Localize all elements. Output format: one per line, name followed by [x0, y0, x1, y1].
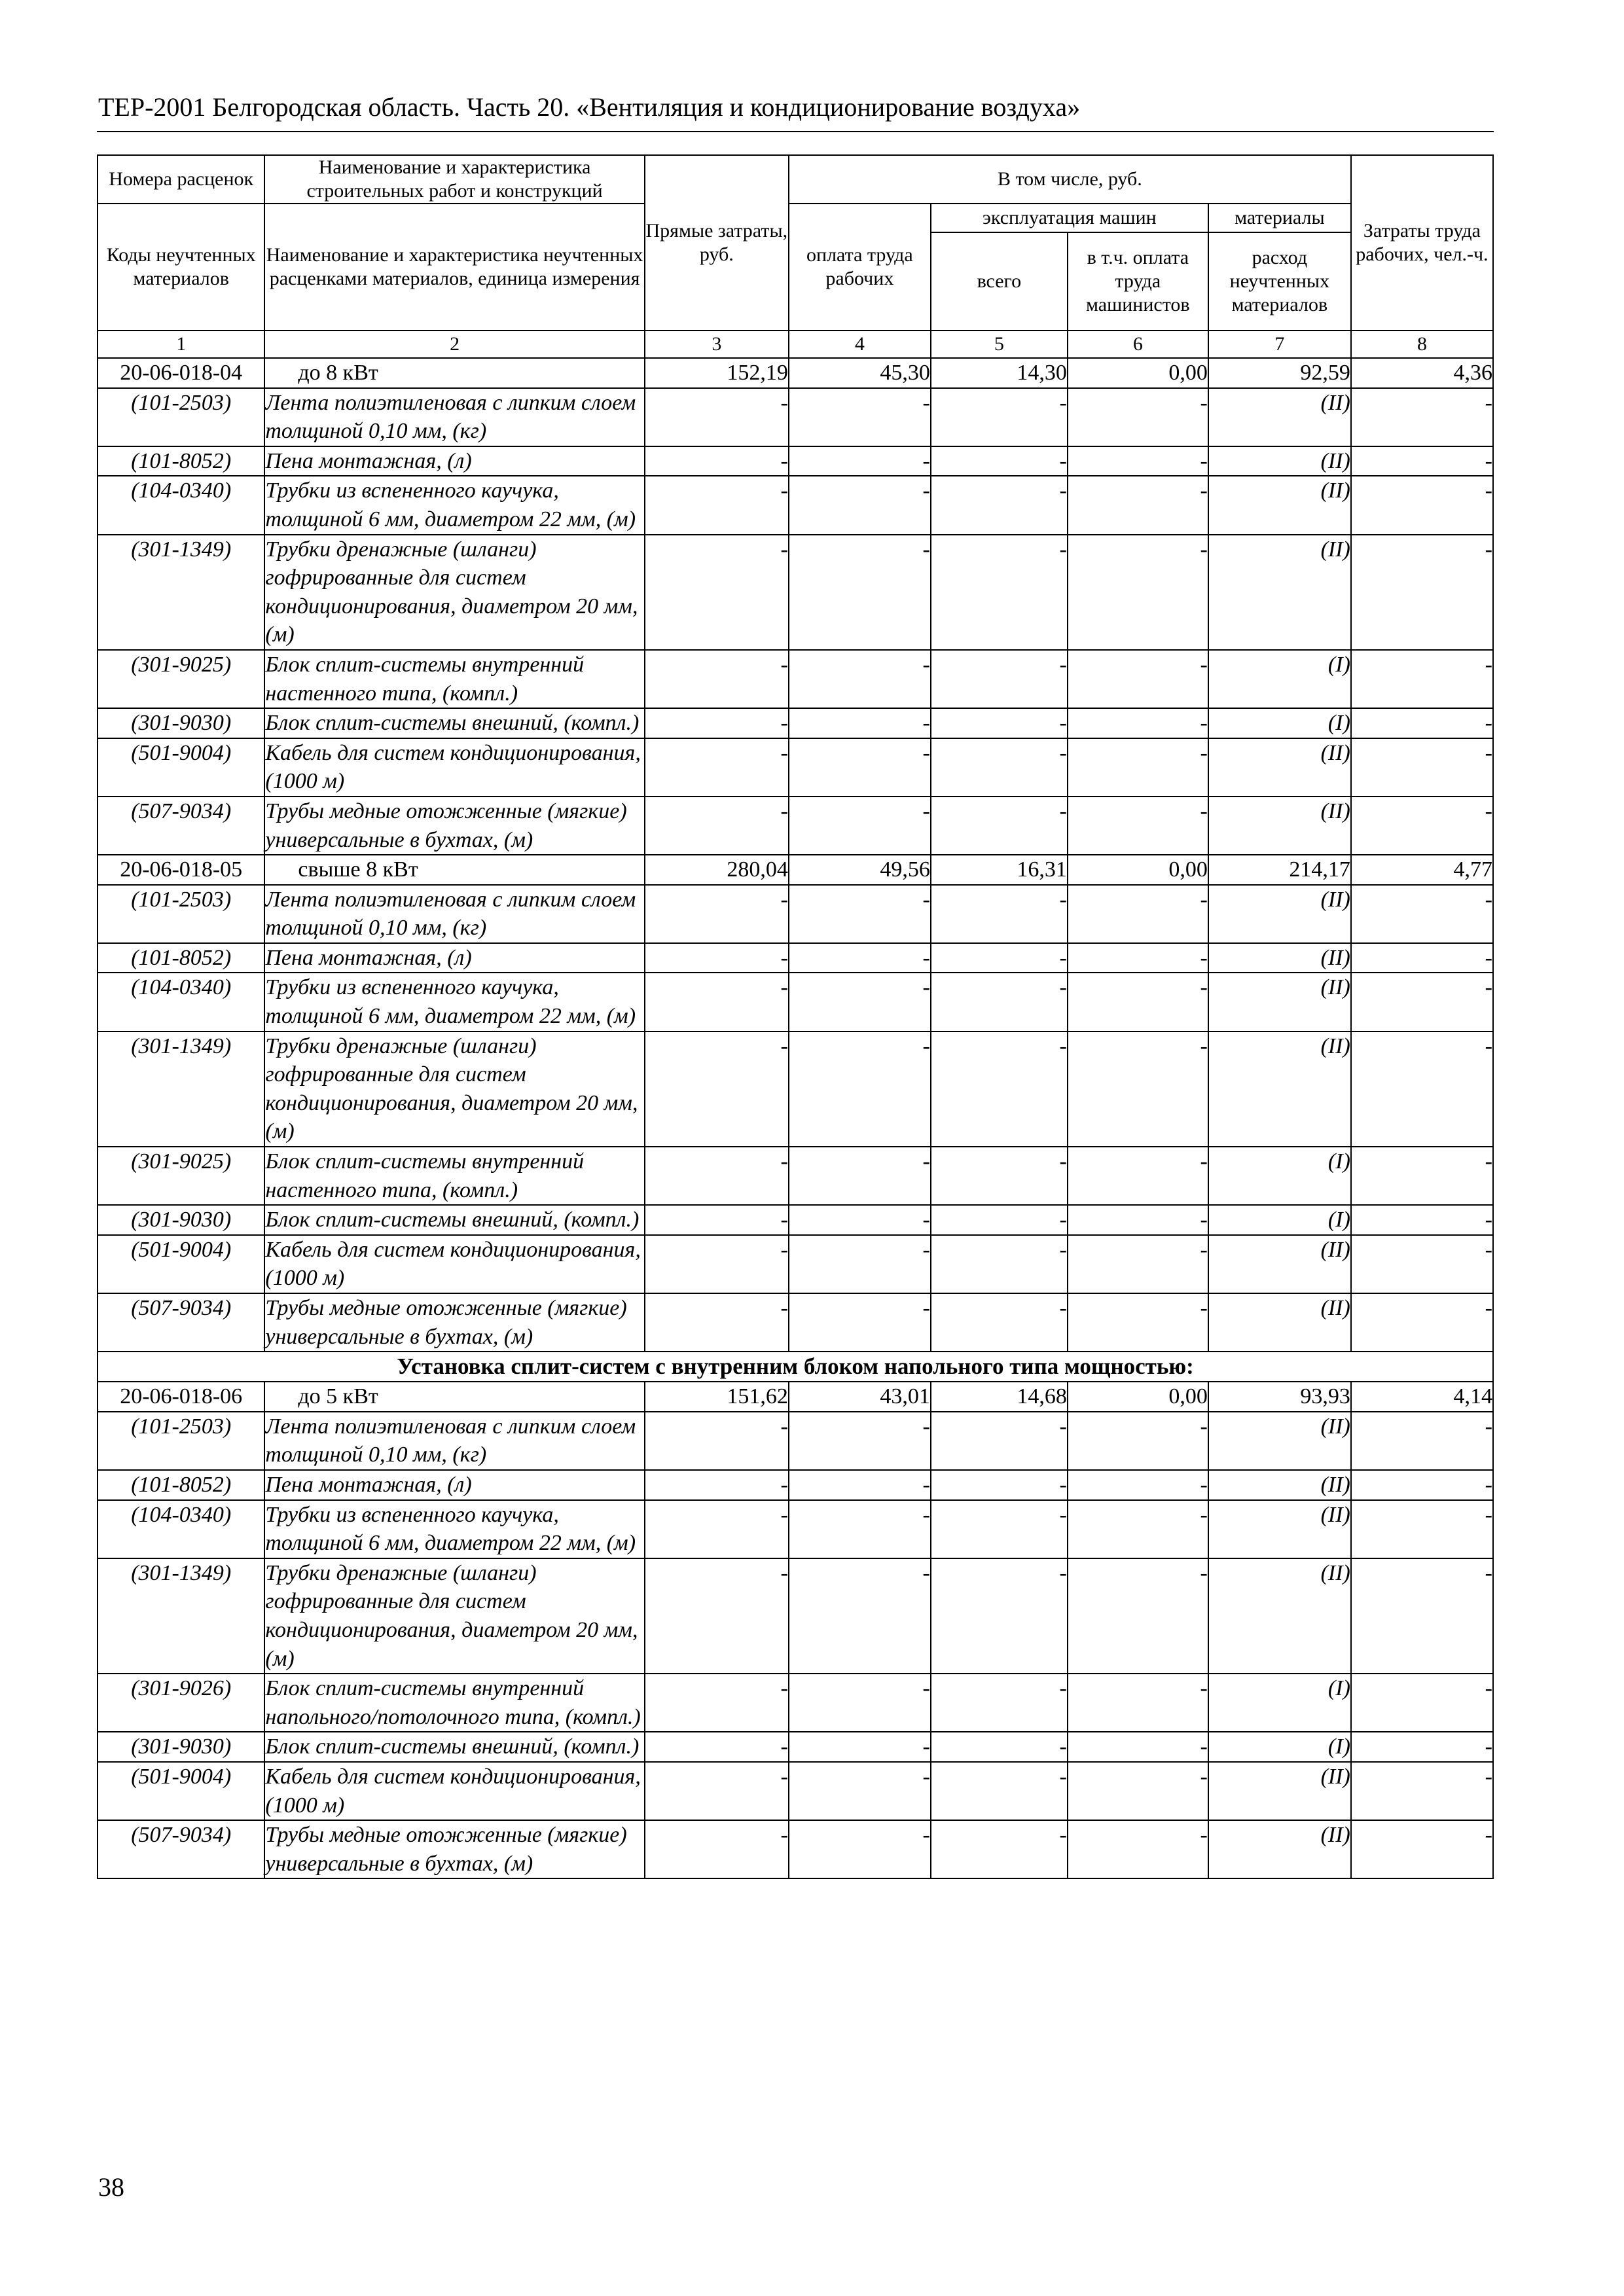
material-materials-cost: (II) [1208, 446, 1351, 476]
labor-hours: 4,77 [1351, 855, 1493, 885]
material-rate-code: (301-9025) [98, 1147, 264, 1205]
material-machinist-pay: - [1068, 476, 1208, 534]
rate-code: 20-06-018-04 [98, 358, 264, 388]
rate-row [98, 855, 1493, 885]
material-labor-hours: - [1351, 388, 1493, 446]
material-direct-costs: - [645, 650, 789, 708]
material-row [98, 1820, 1493, 1878]
material-labor-hours: - [1351, 476, 1493, 534]
material-row [98, 1500, 1493, 1558]
material-rate-code: (301-1349) [98, 535, 264, 650]
material-rate-name: Лента полиэтиленовая с липким слоем толщиной 0,10 мм, (кг) [264, 885, 644, 943]
material-labor-hours: - [1351, 1147, 1493, 1205]
material-row [98, 1235, 1493, 1293]
material-direct-costs: - [645, 1235, 789, 1293]
machinist-pay: 0,00 [1068, 358, 1208, 388]
header-direct-costs: Прямые затраты, руб. [645, 155, 789, 331]
material-row [98, 943, 1493, 973]
worker-pay: 45,30 [789, 358, 931, 388]
material-worker-pay: - [789, 797, 931, 855]
material-rate-code: (507-9034) [98, 797, 264, 855]
material-rate-code: (301-9025) [98, 650, 264, 708]
material-materials-cost: (I) [1208, 1147, 1351, 1205]
material-worker-pay: - [789, 650, 931, 708]
material-rate-code: (101-8052) [98, 1470, 264, 1500]
material-row [98, 1205, 1493, 1235]
material-direct-costs: - [645, 1147, 789, 1205]
material-direct-costs: - [645, 476, 789, 534]
material-row [98, 535, 1493, 650]
material-rate-name: Трубки дренажные (шланги) гофрированные для систем кондиционирования, диаметром 20 мм, (м) [264, 535, 644, 650]
material-row [98, 1412, 1493, 1470]
material-machinist-pay: - [1068, 1205, 1208, 1235]
material-machines-total: - [931, 943, 1068, 973]
rate-code: 20-06-018-06 [98, 1382, 264, 1412]
material-materials-cost: (II) [1208, 1500, 1351, 1558]
material-direct-costs: - [645, 1293, 789, 1352]
material-rate-code: (301-9030) [98, 1732, 264, 1762]
direct-costs: 152,19 [645, 358, 789, 388]
material-rate-code: (507-9034) [98, 1293, 264, 1352]
material-rate-name: Трубки дренажные (шланги) гофрированные для систем кондиционирования, диаметром 20 мм, (м) [264, 1558, 644, 1674]
material-rate-name: Трубки из вспененного каучука, толщиной 6 мм, диаметром 22 мм, (м) [264, 973, 644, 1031]
material-row [98, 1732, 1493, 1762]
machines-total: 16,31 [931, 855, 1068, 885]
material-materials-cost: (II) [1208, 797, 1351, 855]
material-direct-costs: - [645, 973, 789, 1031]
material-machinist-pay: - [1068, 1732, 1208, 1762]
material-rate-code: (501-9004) [98, 1762, 264, 1820]
material-row [98, 738, 1493, 797]
material-labor-hours: - [1351, 1732, 1493, 1762]
material-direct-costs: - [645, 1820, 789, 1878]
running-header: ТЕР-2001 Белгородская область. Часть 20. «Вентиляция и кондиционирование воздуха» [98, 92, 1081, 122]
material-rate-code: (101-8052) [98, 446, 264, 476]
column-number: 6 [1068, 331, 1208, 358]
material-rate-name: Трубы медные отожженные (мягкие) универсальные в бухтах, (м) [264, 797, 644, 855]
material-rate-name: Трубы медные отожженные (мягкие) универсальные в бухтах, (м) [264, 1293, 644, 1352]
material-row [98, 1674, 1493, 1732]
material-machinist-pay: - [1068, 446, 1208, 476]
material-direct-costs: - [645, 1674, 789, 1732]
material-labor-hours: - [1351, 1293, 1493, 1352]
material-row [98, 446, 1493, 476]
material-worker-pay: - [789, 1031, 931, 1147]
material-machinist-pay: - [1068, 1470, 1208, 1500]
material-materials-cost: (II) [1208, 1031, 1351, 1147]
material-row [98, 1558, 1493, 1674]
material-worker-pay: - [789, 446, 931, 476]
material-worker-pay: - [789, 1147, 931, 1205]
material-machines-total: - [931, 973, 1068, 1031]
material-worker-pay: - [789, 1235, 931, 1293]
material-machines-total: - [931, 1732, 1068, 1762]
material-machinist-pay: - [1068, 1558, 1208, 1674]
material-rate-name: Блок сплит-системы внешний, (компл.) [264, 708, 644, 738]
material-materials-cost: (II) [1208, 1412, 1351, 1470]
material-direct-costs: - [645, 1412, 789, 1470]
material-rate-name: Трубки из вспененного каучука, толщиной 6 мм, диаметром 22 мм, (м) [264, 1500, 644, 1558]
rate-name: до 8 кВт [264, 358, 644, 388]
material-machinist-pay: - [1068, 708, 1208, 738]
material-rate-name: Пена монтажная, (л) [264, 1470, 644, 1500]
material-machines-total: - [931, 1470, 1068, 1500]
material-materials-cost: (I) [1208, 1674, 1351, 1732]
material-materials-cost: (II) [1208, 738, 1351, 797]
material-rate-name: Кабель для систем кондиционирования, (1000 м) [264, 1762, 644, 1820]
material-worker-pay: - [789, 708, 931, 738]
labor-hours: 4,14 [1351, 1382, 1493, 1412]
material-machinist-pay: - [1068, 1762, 1208, 1820]
material-rate-code: (301-9030) [98, 1205, 264, 1235]
material-direct-costs: - [645, 885, 789, 943]
material-rate-name: Лента полиэтиленовая с липким слоем толщиной 0,10 мм, (кг) [264, 388, 644, 446]
material-machines-total: - [931, 738, 1068, 797]
column-numbers-row [98, 331, 1493, 358]
material-machinist-pay: - [1068, 738, 1208, 797]
material-rate-name: Кабель для систем кондиционирования, (1000 м) [264, 1235, 644, 1293]
material-machines-total: - [931, 1412, 1068, 1470]
machinist-pay: 0,00 [1068, 855, 1208, 885]
material-rate-name: Лента полиэтиленовая с липким слоем толщиной 0,10 мм, (кг) [264, 1412, 644, 1470]
material-machinist-pay: - [1068, 1500, 1208, 1558]
material-direct-costs: - [645, 1732, 789, 1762]
material-materials-cost: (II) [1208, 388, 1351, 446]
material-machines-total: - [931, 650, 1068, 708]
material-machinist-pay: - [1068, 1031, 1208, 1147]
material-machines-total: - [931, 885, 1068, 943]
header-unaccounted-materials: расход неучтенных материалов [1208, 232, 1351, 331]
material-rate-name: Пена монтажная, (л) [264, 943, 644, 973]
material-materials-cost: (II) [1208, 1558, 1351, 1674]
column-number: 8 [1351, 331, 1493, 358]
material-worker-pay: - [789, 1674, 931, 1732]
material-direct-costs: - [645, 1558, 789, 1674]
material-rate-name: Трубы медные отожженные (мягкие) универсальные в бухтах, (м) [264, 1820, 644, 1878]
material-row [98, 1031, 1493, 1147]
column-number: 2 [264, 331, 644, 358]
header-material-codes: Коды неучтенных материалов [98, 204, 264, 331]
material-labor-hours: - [1351, 1470, 1493, 1500]
material-worker-pay: - [789, 973, 931, 1031]
material-materials-cost: (II) [1208, 1470, 1351, 1500]
materials-cost: 214,17 [1208, 855, 1351, 885]
material-worker-pay: - [789, 1820, 931, 1878]
header-rule [97, 131, 1494, 132]
material-machines-total: - [931, 535, 1068, 650]
material-labor-hours: - [1351, 535, 1493, 650]
header-material-name: Наименование и характеристика неучтенных расценками материалов, единица измерения [264, 204, 644, 331]
material-machines-total: - [931, 1205, 1068, 1235]
material-labor-hours: - [1351, 797, 1493, 855]
material-machines-total: - [931, 1820, 1068, 1878]
worker-pay: 43,01 [789, 1382, 931, 1412]
material-row [98, 708, 1493, 738]
material-worker-pay: - [789, 1470, 931, 1500]
direct-costs: 280,04 [645, 855, 789, 885]
material-machinist-pay: - [1068, 1674, 1208, 1732]
material-worker-pay: - [789, 388, 931, 446]
column-number: 5 [931, 331, 1068, 358]
rate-code: 20-06-018-05 [98, 855, 264, 885]
material-row [98, 1470, 1493, 1500]
material-materials-cost: (II) [1208, 973, 1351, 1031]
header-work-name: Наименование и характеристика строительных работ и конструкций [264, 155, 644, 204]
header-materials: материалы [1208, 204, 1351, 232]
material-materials-cost: (II) [1208, 943, 1351, 973]
materials-cost: 93,93 [1208, 1382, 1351, 1412]
material-worker-pay: - [789, 1762, 931, 1820]
material-direct-costs: - [645, 388, 789, 446]
header-machines-total: всего [931, 232, 1068, 331]
column-number: 4 [789, 331, 931, 358]
machines-total: 14,30 [931, 358, 1068, 388]
material-labor-hours: - [1351, 650, 1493, 708]
material-machinist-pay: - [1068, 943, 1208, 973]
material-materials-cost: (II) [1208, 476, 1351, 534]
material-labor-hours: - [1351, 738, 1493, 797]
material-materials-cost: (II) [1208, 1762, 1351, 1820]
material-rate-name: Блок сплит-системы внутренний напольного/потолочного типа, (компл.) [264, 1674, 644, 1732]
material-rate-name: Блок сплит-системы внешний, (компл.) [264, 1205, 644, 1235]
material-rate-code: (501-9004) [98, 738, 264, 797]
materials-cost: 92,59 [1208, 358, 1351, 388]
material-machines-total: - [931, 388, 1068, 446]
material-machinist-pay: - [1068, 388, 1208, 446]
material-machines-total: - [931, 1500, 1068, 1558]
material-machines-total: - [931, 1031, 1068, 1147]
material-materials-cost: (II) [1208, 535, 1351, 650]
rate-name: свыше 8 кВт [264, 855, 644, 885]
material-labor-hours: - [1351, 1412, 1493, 1470]
material-direct-costs: - [645, 1205, 789, 1235]
material-labor-hours: - [1351, 943, 1493, 973]
machines-total: 14,68 [931, 1382, 1068, 1412]
material-labor-hours: - [1351, 1674, 1493, 1732]
material-worker-pay: - [789, 1205, 931, 1235]
material-worker-pay: - [789, 1500, 931, 1558]
material-worker-pay: - [789, 738, 931, 797]
material-labor-hours: - [1351, 708, 1493, 738]
material-machinist-pay: - [1068, 885, 1208, 943]
table-body [98, 358, 1493, 1878]
material-row [98, 1293, 1493, 1352]
material-direct-costs: - [645, 797, 789, 855]
material-rate-code: (301-1349) [98, 1558, 264, 1674]
material-rate-code: (507-9034) [98, 1820, 264, 1878]
material-rate-code: (101-2503) [98, 388, 264, 446]
section-heading-row [98, 1352, 1493, 1382]
header-machinist-pay: в т.ч. оплата труда машинистов [1068, 232, 1208, 331]
section-heading: Установка сплит-систем с внутренним блоком напольного типа мощностью: [98, 1352, 1493, 1382]
material-worker-pay: - [789, 1732, 931, 1762]
material-direct-costs: - [645, 1031, 789, 1147]
material-machines-total: - [931, 1762, 1068, 1820]
material-row [98, 797, 1493, 855]
rate-row [98, 358, 1493, 388]
header-labor-hours: Затраты труда рабочих, чел.-ч. [1351, 155, 1493, 331]
material-rate-code: (101-2503) [98, 1412, 264, 1470]
material-direct-costs: - [645, 1500, 789, 1558]
material-rate-name: Кабель для систем кондиционирования, (1000 м) [264, 738, 644, 797]
material-direct-costs: - [645, 1470, 789, 1500]
material-machinist-pay: - [1068, 973, 1208, 1031]
column-number: 3 [645, 331, 789, 358]
material-rate-code: (301-1349) [98, 1031, 264, 1147]
material-row [98, 885, 1493, 943]
material-direct-costs: - [645, 708, 789, 738]
material-machinist-pay: - [1068, 1293, 1208, 1352]
material-worker-pay: - [789, 885, 931, 943]
material-machines-total: - [931, 446, 1068, 476]
material-direct-costs: - [645, 1762, 789, 1820]
material-machines-total: - [931, 1674, 1068, 1732]
material-rate-code: (104-0340) [98, 1500, 264, 1558]
material-rate-code: (101-2503) [98, 885, 264, 943]
material-row [98, 650, 1493, 708]
material-materials-cost: (II) [1208, 885, 1351, 943]
column-number: 1 [98, 331, 264, 358]
material-direct-costs: - [645, 738, 789, 797]
material-materials-cost: (I) [1208, 650, 1351, 708]
rates-table [97, 154, 1494, 1879]
material-machines-total: - [931, 476, 1068, 534]
material-worker-pay: - [789, 535, 931, 650]
material-direct-costs: - [645, 446, 789, 476]
material-machines-total: - [931, 1558, 1068, 1674]
material-rate-name: Блок сплит-системы внешний, (компл.) [264, 1732, 644, 1762]
material-machinist-pay: - [1068, 1412, 1208, 1470]
material-row [98, 388, 1493, 446]
material-materials-cost: (II) [1208, 1293, 1351, 1352]
material-worker-pay: - [789, 1558, 931, 1674]
header-including: В том числе, руб. [789, 155, 1351, 204]
material-rate-name: Пена монтажная, (л) [264, 446, 644, 476]
material-labor-hours: - [1351, 446, 1493, 476]
material-machines-total: - [931, 1235, 1068, 1293]
material-labor-hours: - [1351, 885, 1493, 943]
rate-name: до 5 кВт [264, 1382, 644, 1412]
material-machinist-pay: - [1068, 1147, 1208, 1205]
material-rate-code: (501-9004) [98, 1235, 264, 1293]
material-rate-code: (104-0340) [98, 973, 264, 1031]
material-materials-cost: (I) [1208, 708, 1351, 738]
machinist-pay: 0,00 [1068, 1382, 1208, 1412]
material-labor-hours: - [1351, 1031, 1493, 1147]
material-direct-costs: - [645, 943, 789, 973]
material-row [98, 1762, 1493, 1820]
material-labor-hours: - [1351, 1235, 1493, 1293]
material-rate-code: (301-9026) [98, 1674, 264, 1732]
material-rate-code: (301-9030) [98, 708, 264, 738]
column-number: 7 [1208, 331, 1351, 358]
material-machinist-pay: - [1068, 1820, 1208, 1878]
header-worker-pay: оплата труда рабочих [789, 204, 931, 331]
material-rate-code: (101-8052) [98, 943, 264, 973]
labor-hours: 4,36 [1351, 358, 1493, 388]
material-labor-hours: - [1351, 1762, 1493, 1820]
material-machines-total: - [931, 797, 1068, 855]
material-row [98, 476, 1493, 534]
page-number: 38 [98, 2172, 124, 2202]
material-rate-name: Блок сплит-системы внутренний настенного типа, (компл.) [264, 1147, 644, 1205]
material-machinist-pay: - [1068, 650, 1208, 708]
material-materials-cost: (I) [1208, 1732, 1351, 1762]
material-row [98, 1147, 1493, 1205]
material-row [98, 973, 1493, 1031]
material-machines-total: - [931, 1147, 1068, 1205]
table-header [98, 155, 1493, 358]
material-labor-hours: - [1351, 973, 1493, 1031]
material-machinist-pay: - [1068, 797, 1208, 855]
material-machines-total: - [931, 708, 1068, 738]
material-labor-hours: - [1351, 1500, 1493, 1558]
worker-pay: 49,56 [789, 855, 931, 885]
rate-row [98, 1382, 1493, 1412]
material-rate-name: Блок сплит-системы внутренний настенного типа, (компл.) [264, 650, 644, 708]
material-labor-hours: - [1351, 1205, 1493, 1235]
material-machinist-pay: - [1068, 535, 1208, 650]
material-direct-costs: - [645, 535, 789, 650]
material-labor-hours: - [1351, 1558, 1493, 1674]
material-worker-pay: - [789, 1293, 931, 1352]
material-materials-cost: (I) [1208, 1205, 1351, 1235]
material-machinist-pay: - [1068, 1235, 1208, 1293]
material-worker-pay: - [789, 476, 931, 534]
material-materials-cost: (II) [1208, 1235, 1351, 1293]
material-labor-hours: - [1351, 1820, 1493, 1878]
material-machines-total: - [931, 1293, 1068, 1352]
header-machines: эксплуатация машин [931, 204, 1208, 232]
header-rate-numbers: Номера расценок [98, 155, 264, 204]
material-worker-pay: - [789, 1412, 931, 1470]
direct-costs: 151,62 [645, 1382, 789, 1412]
material-worker-pay: - [789, 943, 931, 973]
material-rate-name: Трубки из вспененного каучука, толщиной 6 мм, диаметром 22 мм, (м) [264, 476, 644, 534]
material-rate-name: Трубки дренажные (шланги) гофрированные для систем кондиционирования, диаметром 20 мм, (м) [264, 1031, 644, 1147]
material-rate-code: (104-0340) [98, 476, 264, 534]
material-materials-cost: (II) [1208, 1820, 1351, 1878]
